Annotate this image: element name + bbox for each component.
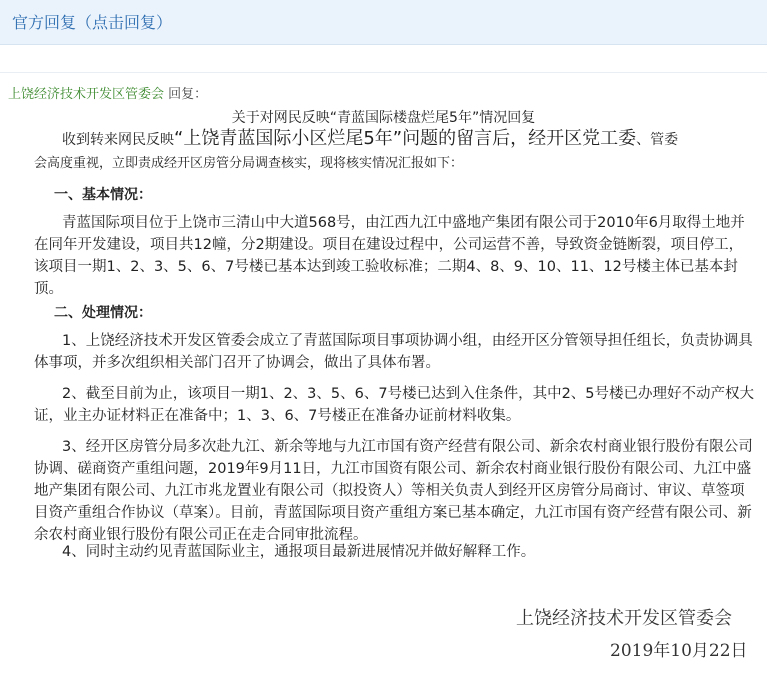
header-bar	[0, 0, 767, 45]
reply-line	[8, 83, 207, 102]
document-title: 关于对网民反映“青蓝国际楼盘烂尾5年”情况回复	[231, 110, 536, 126]
paragraph-handling-3: 3、经开区房管分局多次赴九江、新余等地与九江市国有资产经营有限公司、新余农村商业银行股份有限公司协调、磋商资产重组问题，2019年9月11日，九江市国资有限公司、新余农村商业银行股份有限公司、九江中盛地产集团有限公司、九江市兆龙置业有限公司（拟投资人）等相关负责人到经开区房管分局商讨、审议、草签项目资产重组合作协议（草案）。目前，青蓝国际项目资产重组方案已基本确定，九江市国有资产经营有限公司、新余农村商业银行股份有限公司正在走合同审批流程。	[34, 439, 753, 543]
intro-a: 收到转来网民反映	[62, 132, 174, 148]
paragraph-basic: 青蓝国际项目位于上饶市三清山中大道568号，由江西九江中盛地产集团有限公司于2010年6月取得土地并在同年开发建设，项目共12幢，分2期建设。项目在建设过程中，公司运营不善，导致资金链断裂，项目停工，该项目一期1、2、3、5、6、7号楼已基本达到竣工验收标准；二期4、8、9、10、11、12号楼主体已基本封顶。	[34, 215, 745, 297]
divider	[0, 72, 767, 73]
section-basic-heading: 一、基本情况：	[54, 187, 152, 203]
section-handling-heading: 二、处理情况：	[54, 305, 152, 321]
intro-line-1	[62, 128, 767, 151]
official-reply-header[interactable]: 官方回复（点击回复）	[12, 13, 173, 32]
reply-suffix: 回复：	[164, 87, 208, 102]
intro-line-2: 会高度重视，立即责成经开区房管分局调查核实，现将核实情况汇报如下：	[34, 156, 464, 171]
signature-date: 2019年10月22日	[610, 641, 748, 661]
intro-b: 、管委	[636, 132, 679, 148]
paragraph-handling-2: 2、截至目前为止，该项目一期1、2、3、5、6、7号楼已达到入住条件，其中2、5号楼已办理好不动产权大证，业主办证材料正在准备中；1、3、6、7号楼正在准备办证前材料收集。	[34, 386, 755, 424]
intro-big: “上饶青蓝国际小区烂尾5年”问题的留言后，经开区党工委	[174, 128, 637, 149]
reply-org: 上饶经济技术开发区管委会	[8, 87, 165, 102]
paragraph-handling-4: 4、同时主动约见青蓝国际业主，通报项目最新进展情况并做好解释工作。	[62, 544, 536, 560]
paragraph-handling-1: 1、上饶经济技术开发区管委会成立了青蓝国际项目事项协调小组，由经开区分管领导担任组长，负责协调具体事项，并多次组织相关部门召开了协调会，做出了具体布署。	[34, 333, 753, 371]
signature-org: 上饶经济技术开发区管委会	[516, 608, 732, 629]
